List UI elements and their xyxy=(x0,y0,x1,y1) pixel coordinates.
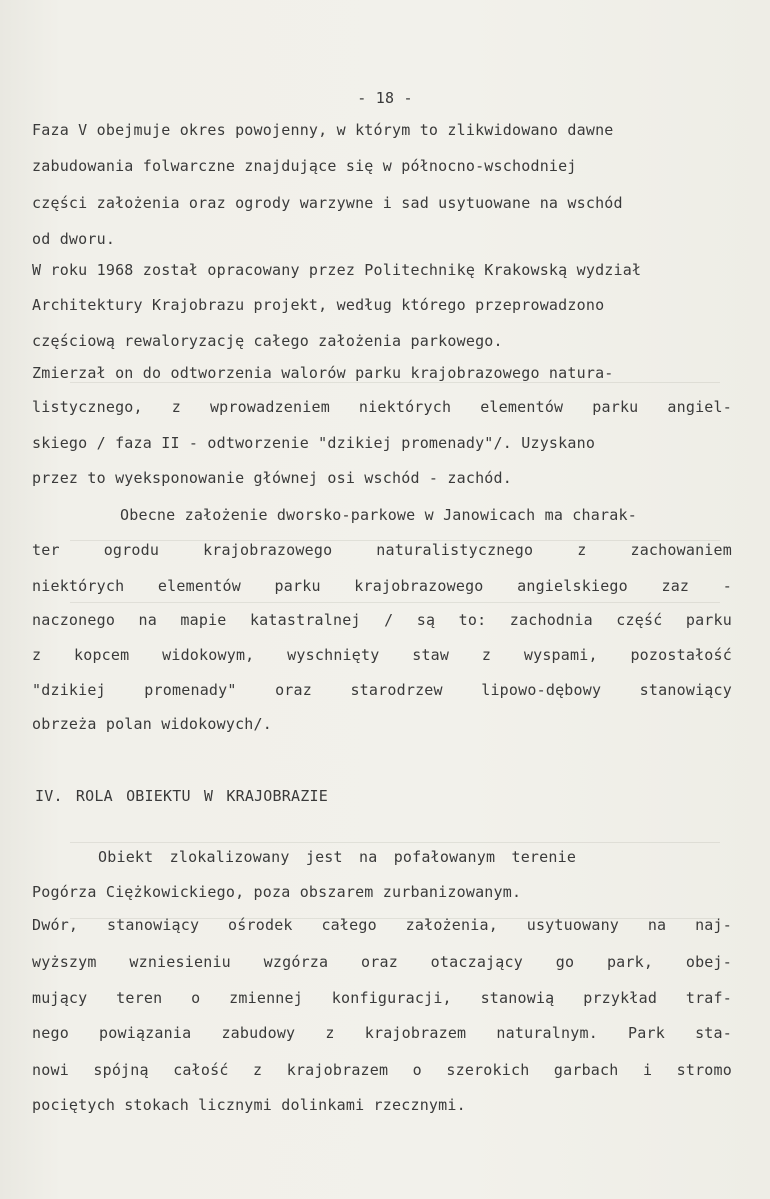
text-line: naczonego na mapie katastralnej / są to: zachodnia część parku xyxy=(32,611,732,629)
text-line: pociętych stokach licznymi dolinkami rzecznymi. xyxy=(32,1096,466,1114)
section-heading: IV. ROLA OBIEKTU W KRAJOBRAZIE xyxy=(35,787,328,805)
text-line: skiego / faza II - odtworzenie "dzikiej promenady"/. Uzyskano xyxy=(32,434,596,452)
text-line: częściową rewaloryzację całego założenia parkowego. xyxy=(32,332,503,350)
text-line: Obiekt zlokalizowany jest na pofałowanym terenie xyxy=(98,848,577,866)
bleed-through-mark xyxy=(70,842,720,843)
text-line: nego powiązania zabudowy z krajobrazem naturalnym. Park sta- xyxy=(32,1024,732,1042)
text-line: "dzikiej promenady" oraz starodrzew lipowo-dębowy stanowiący xyxy=(32,681,732,699)
page-number: - 18 - xyxy=(357,89,413,107)
text-line: z kopcem widokowym, wyschnięty staw z wyspami, pozostałość xyxy=(32,646,732,664)
text-line: przez to wyeksponowanie głównej osi wschód - zachód. xyxy=(32,469,512,487)
text-line: niektórych elementów parku krajobrazowego angielskiego zaz - xyxy=(32,577,732,595)
text-line: Zmierzał on do odtworzenia walorów parku krajobrazowego natura- xyxy=(32,364,614,382)
text-line: od dworu. xyxy=(32,230,116,248)
text-line: wyższym wzniesieniu wzgórza oraz otaczający go park, obej- xyxy=(32,953,732,971)
text-line: zabudowania folwarczne znajdujące się w północno-wschodniej xyxy=(32,157,577,175)
text-line: Pogórza Ciężkowickiego, poza obszarem zurbanizowanym. xyxy=(32,883,522,901)
text-line: obrzeża polan widokowych/. xyxy=(32,715,272,733)
text-line: Faza V obejmuje okres powojenny, w którym to zlikwidowano dawne xyxy=(32,121,614,139)
text-line: Obecne założenie dworsko-parkowe w Janowicach ma charak- xyxy=(120,506,637,524)
text-line: ter ogrodu krajobrazowego naturalistycznego z zachowaniem xyxy=(32,541,732,559)
bleed-through-mark xyxy=(70,602,720,603)
text-line: listycznego, z wprowadzeniem niektórych elementów parku angiel- xyxy=(32,398,732,416)
text-line: Architektury Krajobrazu projekt, według którego przeprowadzono xyxy=(32,296,605,314)
text-line: W roku 1968 został opracowany przez Politechnikę Krakowską wydział xyxy=(32,261,642,279)
text-line: nowi spójną całość z krajobrazem o szerokich garbach i stromo xyxy=(32,1061,732,1079)
text-line: mujący teren o zmiennej konfiguracji, stanowią przykład traf- xyxy=(32,989,732,1007)
text-line: części założenia oraz ogrody warzywne i sad usytuowane na wschód xyxy=(32,194,623,212)
text-line: Dwór, stanowiący ośrodek całego założenia, usytuowany na naj- xyxy=(32,916,732,934)
